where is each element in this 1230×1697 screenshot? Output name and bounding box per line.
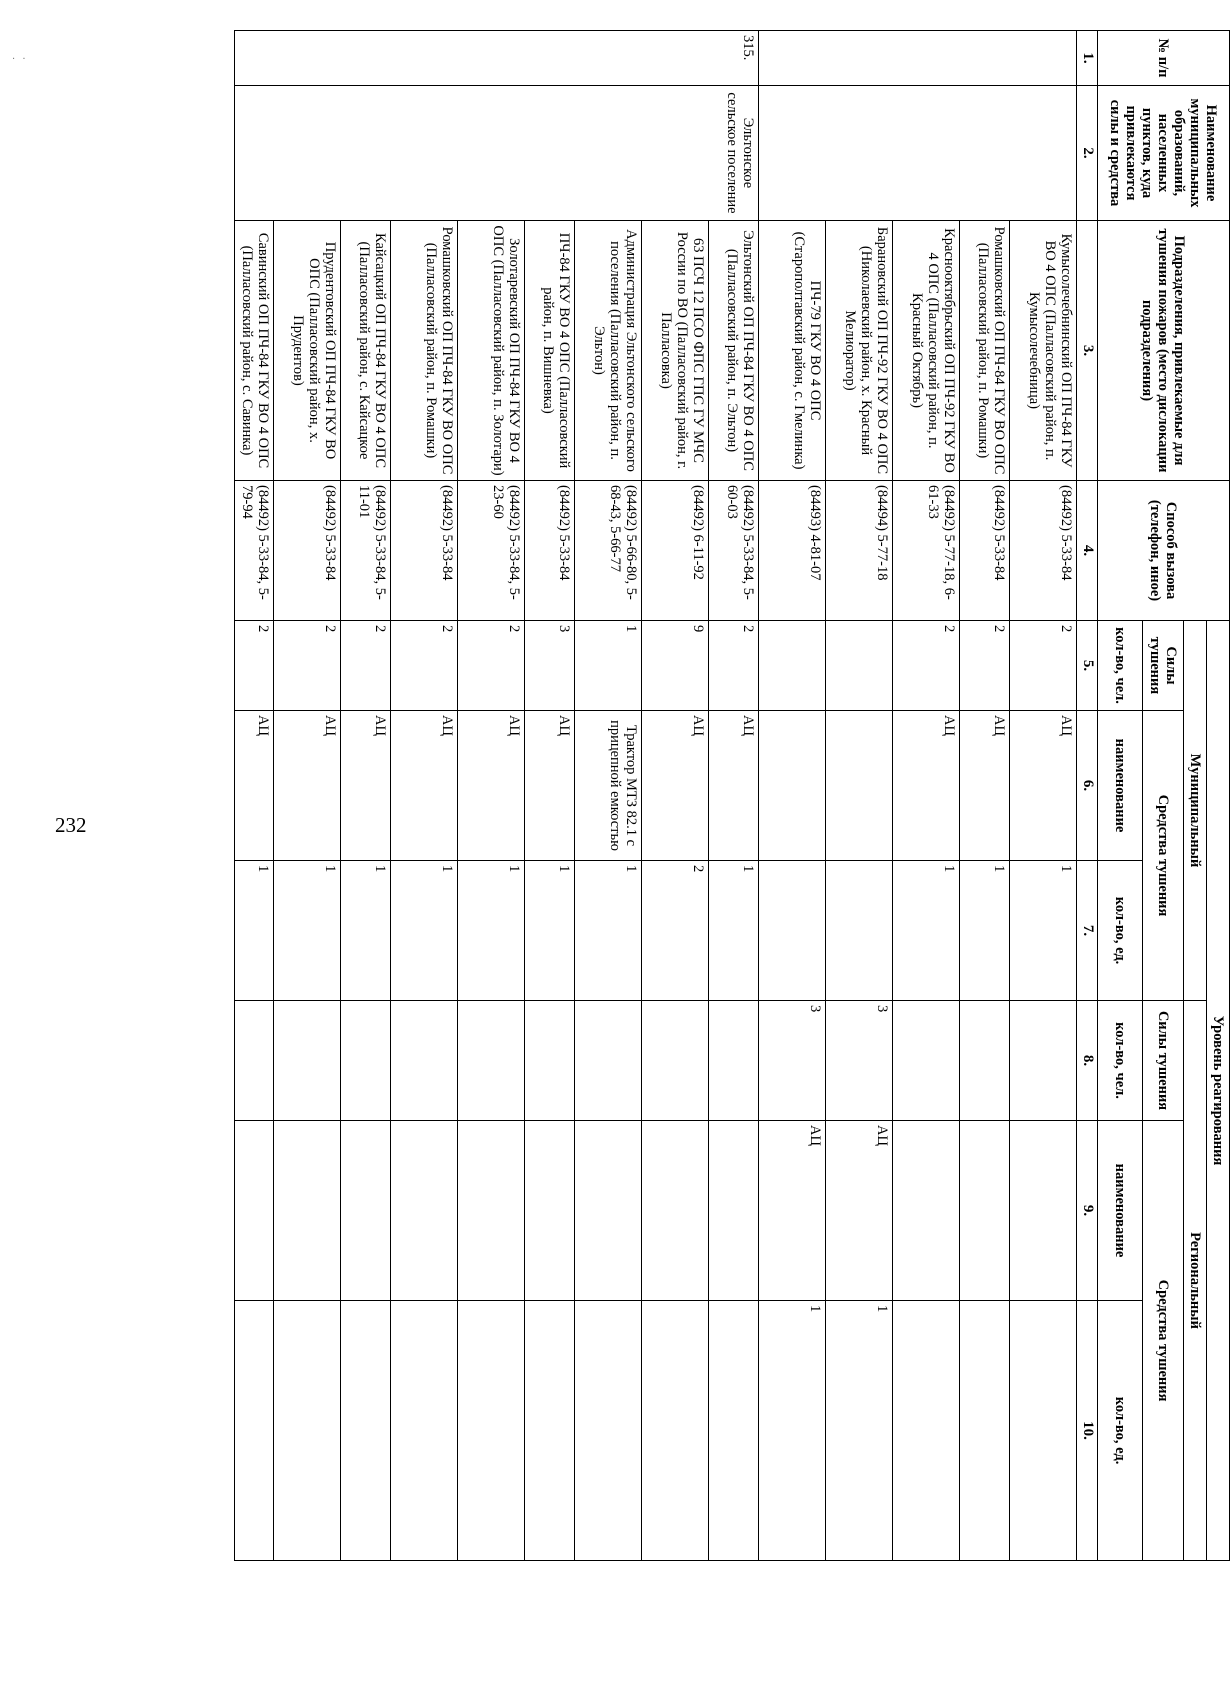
regional-means-name — [341, 1121, 391, 1301]
municipal-means-name: АЦ — [960, 711, 1010, 861]
header-qty-people: кол-во, чел. — [1098, 621, 1143, 711]
municipal-means-qty: 1 — [341, 861, 391, 1001]
call-method: (84492) 6-11-92 — [642, 481, 709, 621]
call-method: (84492) 5-77-18, 6-61-33 — [893, 481, 960, 621]
table-row — [458, 31, 525, 1561]
call-method: (84492) 5-33-84 — [1010, 481, 1077, 621]
municipal-means-qty: 2 — [642, 861, 709, 1001]
regional-means-qty — [274, 1301, 341, 1561]
municipal-means-name: АЦ — [1010, 711, 1077, 861]
municipal-means-qty: 1 — [709, 861, 759, 1001]
column-number: 3. — [1077, 221, 1098, 481]
regional-means-name — [960, 1121, 1010, 1301]
regional-means-qty — [575, 1301, 642, 1561]
regional-means-name — [525, 1121, 575, 1301]
municipal-forces-qty: 2 — [893, 621, 960, 711]
column-number: 7. — [1077, 861, 1098, 1001]
header-num: № п/п — [1098, 31, 1230, 86]
unit-name: Кумысолечебнинский ОП ПЧ-84 ГКУ ВО 4 ОПС (Палласовский район, п. Кумысолечебница) — [1010, 221, 1077, 481]
municipal-forces-qty: 2 — [1010, 621, 1077, 711]
regional-forces-qty — [1010, 1001, 1077, 1121]
regional-means-name — [575, 1121, 642, 1301]
regional-means-qty — [1010, 1301, 1077, 1561]
regional-forces-qty: 3 — [826, 1001, 893, 1121]
regional-forces-qty — [525, 1001, 575, 1121]
header-response-level: Уровень реагирования — [1207, 621, 1230, 1561]
municipal-means-name: АЦ — [525, 711, 575, 861]
table-row — [391, 31, 458, 1561]
regional-forces-qty — [458, 1001, 525, 1121]
header-municipal-formation: Наименование муниципальных образований, населенных пунктов, куда привлекаются силы и средства — [1098, 86, 1230, 221]
table-row — [642, 31, 709, 1561]
header-municipal-forces: Силы тушения — [1143, 621, 1184, 711]
page-number: 232 — [55, 813, 87, 837]
unit-name: Золотаревский ОП ПЧ-84 ГКУ ВО 4 ОПС (Палласовский район, п. Золотари) — [458, 221, 525, 481]
unit-name: Ромашковский ОП ПЧ-84 ГКУ ВО ОПС (Палласовский район, п. Ромашки) — [391, 221, 458, 481]
municipal-forces-qty: 2 — [274, 621, 341, 711]
row-number: 315. — [235, 31, 759, 86]
table-row — [575, 31, 642, 1561]
regional-forces-qty — [341, 1001, 391, 1121]
regional-forces-qty — [235, 1001, 274, 1121]
municipal-means-name: АЦ — [235, 711, 274, 861]
call-method: (84494) 5-77-18 — [826, 481, 893, 621]
regional-means-name — [642, 1121, 709, 1301]
regional-forces-qty — [960, 1001, 1010, 1121]
municipal-forces-qty: 2 — [960, 621, 1010, 711]
regional-forces-qty — [893, 1001, 960, 1121]
column-number: 1. — [1077, 31, 1098, 86]
header-regional-forces: Силы тушения — [1143, 1001, 1184, 1121]
municipal-means-name: Трактор МТЗ 82.1 с прицепной емкостью — [575, 711, 642, 861]
column-number: 2. — [1077, 86, 1098, 221]
unit-name: ПЧ-84 ГКУ ВО 4 ОПС (Палласовский район, п. Вишневка) — [525, 221, 575, 481]
column-number: 9. — [1077, 1121, 1098, 1301]
municipal-means-qty: 1 — [960, 861, 1010, 1001]
header-units: Подразделения, привлекаемые для тушения пожаров (место дислокации подразделения) — [1098, 221, 1230, 481]
municipal-means-qty: 1 — [274, 861, 341, 1001]
table-row — [525, 31, 575, 1561]
regional-means-qty — [391, 1301, 458, 1561]
header-name: наименование — [1098, 711, 1143, 861]
regional-means-qty: 1 — [759, 1301, 826, 1561]
unit-name: Прудентовский ОП ПЧ-84 ГКУ ВО ОПС (Палласовский район, х. Прудентов) — [274, 221, 341, 481]
municipal-means-qty — [759, 861, 826, 1001]
table-row — [759, 31, 826, 1561]
unit-name: ПЧ-79 ГКУ ВО 4 ОПС (Старополтавский район, с. Гмелинка) — [759, 221, 826, 481]
municipal-means-name: АЦ — [391, 711, 458, 861]
regional-means-qty: 1 — [826, 1301, 893, 1561]
unit-name: Краснооктябрьский ОП ПЧ-92 ГКУ ВО 4 ОПС (Палласовский район, п. Красный Октябрь) — [893, 221, 960, 481]
municipal-forces-qty — [826, 621, 893, 711]
call-method: (84492) 5-66-80, 5-68-43, 5-66-77 — [575, 481, 642, 621]
header-municipal-means: Средства тушения — [1143, 711, 1184, 1001]
call-method: (84493) 4-81-07 — [759, 481, 826, 621]
municipal-forces-qty: 9 — [642, 621, 709, 711]
municipal-forces-qty: 2 — [458, 621, 525, 711]
unit-name: Кайсацкий ОП ПЧ-84 ГКУ ВО 4 ОПС (Палласовский район, с. Кайсацкое — [341, 221, 391, 481]
municipal-formation: Эльтонское сельское поселение — [235, 86, 759, 221]
municipal-forces-qty: 3 — [525, 621, 575, 711]
table-row — [1010, 31, 1077, 1561]
header-qty-people: кол-во, чел. — [1098, 1001, 1143, 1121]
municipal-forces-qty: 1 — [575, 621, 642, 711]
regional-means-qty — [235, 1301, 274, 1561]
municipal-means-qty: 1 — [893, 861, 960, 1001]
regional-means-qty — [458, 1301, 525, 1561]
municipal-means-qty: 1 — [235, 861, 274, 1001]
regional-means-qty — [525, 1301, 575, 1561]
call-method: (84492) 5-33-84, 5-23-60 — [458, 481, 525, 621]
municipal-means-name: АЦ — [341, 711, 391, 861]
header-regional-means: Средства тушения — [1143, 1121, 1184, 1561]
municipal-formation — [759, 86, 1077, 221]
header-regional: Региональный — [1184, 1001, 1207, 1561]
municipal-forces-qty: 2 — [709, 621, 759, 711]
call-method: (84492) 5-33-84 — [960, 481, 1010, 621]
municipal-means-qty: 1 — [458, 861, 525, 1001]
regional-means-name — [235, 1121, 274, 1301]
municipal-means-qty: 1 — [1010, 861, 1077, 1001]
table-row — [341, 31, 391, 1561]
header-name: наименование — [1098, 1121, 1143, 1301]
scan-marks: · · — [12, 54, 28, 65]
call-method: (84492) 5-33-84, 5-79-94 — [235, 481, 274, 621]
municipal-means-name — [759, 711, 826, 861]
header-municipal: Муниципальный — [1184, 621, 1207, 1001]
table-row — [235, 31, 274, 1561]
call-method: (84492) 5-33-84 — [274, 481, 341, 621]
header-qty-units: кол-во, ед. — [1098, 1301, 1143, 1561]
regional-means-qty — [709, 1301, 759, 1561]
table-row — [274, 31, 341, 1561]
regional-means-name — [1010, 1121, 1077, 1301]
regional-forces-qty — [274, 1001, 341, 1121]
call-method: (84492) 5-33-84 — [525, 481, 575, 621]
fire-response-table — [234, 30, 1230, 1561]
column-number: 10. — [1077, 1301, 1098, 1561]
regional-forces-qty — [391, 1001, 458, 1121]
column-number: 8. — [1077, 1001, 1098, 1121]
municipal-means-qty: 1 — [525, 861, 575, 1001]
table-row — [893, 31, 960, 1561]
municipal-means-qty — [826, 861, 893, 1001]
table-row — [960, 31, 1010, 1561]
municipal-means-name: АЦ — [709, 711, 759, 861]
municipal-forces-qty: 2 — [235, 621, 274, 711]
regional-means-qty — [960, 1301, 1010, 1561]
municipal-means-name: АЦ — [642, 711, 709, 861]
municipal-means-qty: 1 — [575, 861, 642, 1001]
municipal-forces-qty: 2 — [341, 621, 391, 711]
regional-forces-qty — [709, 1001, 759, 1121]
municipal-means-name: АЦ — [893, 711, 960, 861]
municipal-means-name: АЦ — [274, 711, 341, 861]
call-method: (84492) 5-33-84, 5-60-03 — [709, 481, 759, 621]
municipal-means-name — [826, 711, 893, 861]
call-method: (84492) 5-33-84 — [391, 481, 458, 621]
municipal-forces-qty: 2 — [391, 621, 458, 711]
regional-means-name — [458, 1121, 525, 1301]
regional-means-name — [893, 1121, 960, 1301]
call-method: (84492) 5-33-84, 5-11-01 — [341, 481, 391, 621]
unit-name: Эльтонский ОП ПЧ-84 ГКУ ВО 4 ОПС (Палласовский район, п. Эльтон) — [709, 221, 759, 481]
regional-means-qty — [642, 1301, 709, 1561]
unit-name: Ромашковский ОП ПЧ-84 ГКУ ВО ОПС (Палласовский район, п. Ромашки) — [960, 221, 1010, 481]
regional-forces-qty — [642, 1001, 709, 1121]
regional-means-name — [709, 1121, 759, 1301]
regional-means-qty — [893, 1301, 960, 1561]
unit-name: Барановский ОП ПЧ-92 ГКУ ВО 4 ОПС (Николаевский район, х. Красный Мелиоратор) — [826, 221, 893, 481]
header-qty-units: кол-во, ед. — [1098, 861, 1143, 1001]
regional-forces-qty: 3 — [759, 1001, 826, 1121]
regional-means-name: АЦ — [759, 1121, 826, 1301]
row-number — [759, 31, 1077, 86]
municipal-means-name: АЦ — [458, 711, 525, 861]
unit-name: Администрация Эльтонского сельского поселения (Палласовский район, п. Эльтон) — [575, 221, 642, 481]
column-number: 6. — [1077, 711, 1098, 861]
regional-means-qty — [341, 1301, 391, 1561]
table-row — [826, 31, 893, 1561]
regional-means-name — [391, 1121, 458, 1301]
regional-means-name — [274, 1121, 341, 1301]
municipal-means-qty: 1 — [391, 861, 458, 1001]
unit-name: 63 ПСЧ 12 ПСО ФПС ГПС ГУ МЧС России по ВО (Палласовский район, г. Палласовка) — [642, 221, 709, 481]
regional-means-name: АЦ — [826, 1121, 893, 1301]
regional-forces-qty — [575, 1001, 642, 1121]
header-call-method: Способ вызова (телефон, иное) — [1098, 481, 1230, 621]
column-number: 4. — [1077, 481, 1098, 621]
column-number: 5. — [1077, 621, 1098, 711]
rotated-table-container — [145, 30, 1230, 1560]
table-row — [709, 31, 759, 1561]
municipal-forces-qty — [759, 621, 826, 711]
unit-name: Савинский ОП ПЧ-84 ГКУ ВО 4 ОПС (Палласовский район, с. Савинка) — [235, 221, 274, 481]
